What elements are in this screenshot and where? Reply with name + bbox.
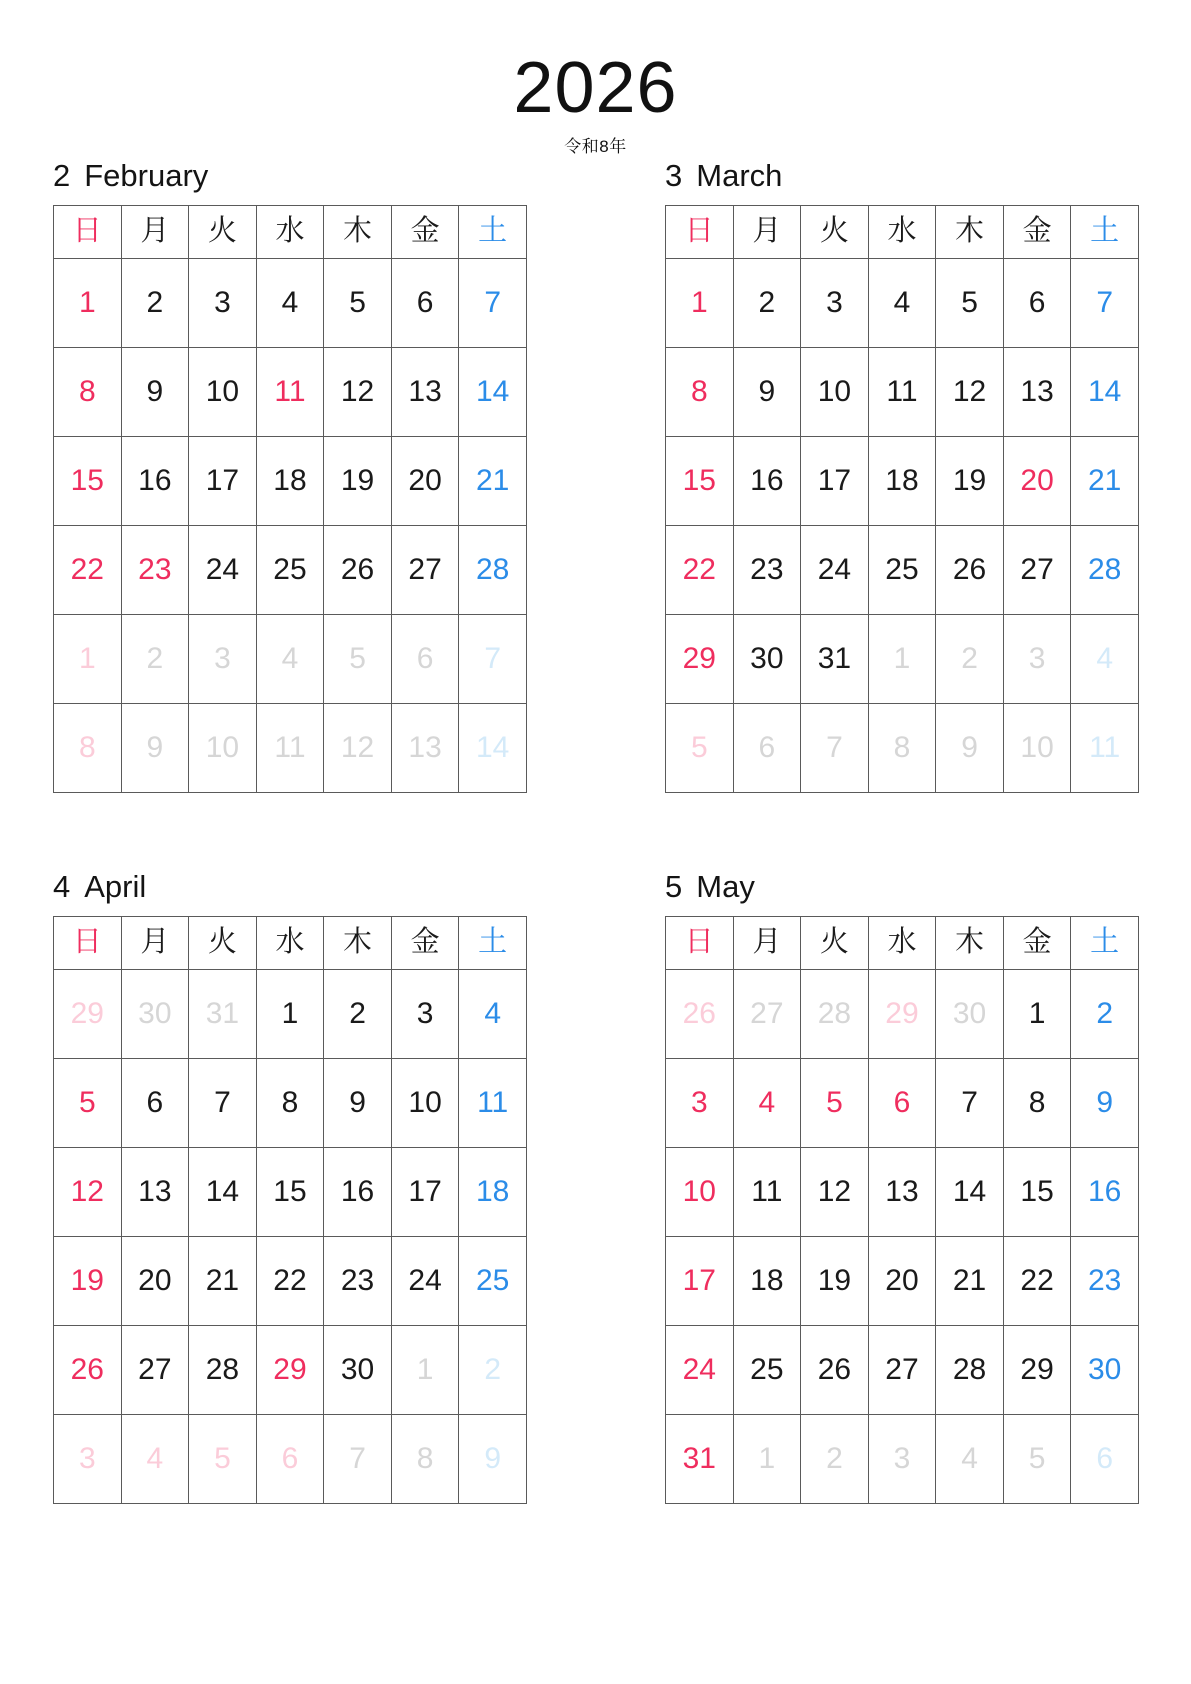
week-row — [666, 615, 1139, 704]
day-cell[interactable]: 2 — [324, 970, 392, 1059]
day-cell-adjacent-month[interactable]: 1 — [733, 1415, 801, 1504]
day-cell[interactable]: 9 — [121, 348, 189, 437]
week-row — [54, 1148, 527, 1237]
day-cell[interactable]: 8 — [666, 348, 734, 437]
day-cell[interactable]: 7 — [1071, 259, 1139, 348]
day-cell[interactable]: 14 — [1071, 348, 1139, 437]
day-cell[interactable]: 3 — [801, 259, 869, 348]
day-cell[interactable]: 1 — [1003, 970, 1071, 1059]
day-cell[interactable]: 18 — [459, 1148, 527, 1237]
day-cell-adjacent-month[interactable]: 5 — [666, 704, 734, 793]
day-cell[interactable]: 24 — [391, 1237, 459, 1326]
weekday-header-cell: 日 — [54, 917, 122, 970]
day-cell[interactable]: 1 — [54, 259, 122, 348]
day-cell[interactable]: 20 — [121, 1237, 189, 1326]
day-cell-adjacent-month[interactable]: 27 — [733, 970, 801, 1059]
weekday-header-cell: 火 — [801, 917, 869, 970]
day-cell[interactable]: 15 — [54, 437, 122, 526]
day-cell[interactable]: 25 — [256, 526, 324, 615]
day-cell[interactable]: 20 — [391, 437, 459, 526]
month-block-february — [53, 160, 526, 793]
day-cell-adjacent-month[interactable]: 5 — [189, 1415, 257, 1504]
day-cell-adjacent-month[interactable]: 10 — [1003, 704, 1071, 793]
month-number: 3 — [665, 158, 683, 193]
day-cell[interactable]: 21 — [189, 1237, 257, 1326]
day-cell[interactable]: 15 — [666, 437, 734, 526]
weekday-header-cell: 月 — [121, 206, 189, 259]
weekday-header-cell: 木 — [324, 917, 392, 970]
day-cell[interactable]: 28 — [189, 1326, 257, 1415]
weekday-header-cell: 日 — [666, 917, 734, 970]
day-cell-adjacent-month[interactable]: 14 — [459, 704, 527, 793]
day-cell-adjacent-month[interactable]: 11 — [1071, 704, 1139, 793]
weekday-header-cell: 火 — [189, 917, 257, 970]
day-cell[interactable]: 17 — [189, 437, 257, 526]
day-cell-adjacent-month[interactable]: 3 — [189, 615, 257, 704]
weekday-header-cell: 水 — [868, 917, 936, 970]
day-cell-adjacent-month[interactable]: 3 — [54, 1415, 122, 1504]
month-name: May — [696, 869, 755, 904]
week-row — [666, 1059, 1139, 1148]
month-header — [665, 160, 1138, 205]
day-cell[interactable]: 1 — [256, 970, 324, 1059]
weekday-header-cell: 火 — [189, 206, 257, 259]
day-cell[interactable]: 29 — [256, 1326, 324, 1415]
month-number: 2 — [53, 158, 71, 193]
day-cell[interactable]: 7 — [936, 1059, 1004, 1148]
day-cell-adjacent-month[interactable]: 9 — [936, 704, 1004, 793]
weekday-header-cell: 木 — [936, 917, 1004, 970]
week-row — [54, 348, 527, 437]
day-cell[interactable]: 20 — [1003, 437, 1071, 526]
week-row — [54, 259, 527, 348]
day-cell[interactable]: 17 — [801, 437, 869, 526]
day-cell[interactable]: 14 — [189, 1148, 257, 1237]
day-cell[interactable]: 25 — [733, 1326, 801, 1415]
week-row — [666, 437, 1139, 526]
week-row — [54, 970, 527, 1059]
day-cell[interactable]: 26 — [936, 526, 1004, 615]
day-cell[interactable]: 2 — [1071, 970, 1139, 1059]
day-cell[interactable]: 24 — [189, 526, 257, 615]
day-cell[interactable]: 1 — [666, 259, 734, 348]
day-cell-adjacent-month[interactable]: 2 — [801, 1415, 869, 1504]
day-cell[interactable]: 26 — [54, 1326, 122, 1415]
weekday-header-cell: 月 — [121, 917, 189, 970]
day-cell[interactable]: 27 — [391, 526, 459, 615]
weekday-header-row — [54, 206, 527, 259]
day-cell-adjacent-month[interactable]: 30 — [936, 970, 1004, 1059]
weekday-header-cell: 土 — [1071, 917, 1139, 970]
day-cell-adjacent-month[interactable]: 5 — [324, 615, 392, 704]
day-cell[interactable]: 7 — [459, 259, 527, 348]
day-cell[interactable]: 18 — [256, 437, 324, 526]
day-cell[interactable]: 9 — [324, 1059, 392, 1148]
day-cell[interactable]: 17 — [666, 1237, 734, 1326]
weekday-header-cell: 木 — [324, 206, 392, 259]
day-cell[interactable]: 11 — [868, 348, 936, 437]
month-number: 4 — [53, 869, 71, 904]
day-cell-adjacent-month[interactable]: 6 — [733, 704, 801, 793]
day-cell[interactable]: 28 — [459, 526, 527, 615]
day-cell[interactable]: 30 — [1071, 1326, 1139, 1415]
day-cell[interactable]: 10 — [666, 1148, 734, 1237]
day-cell[interactable]: 14 — [459, 348, 527, 437]
day-cell[interactable]: 30 — [733, 615, 801, 704]
weekday-header-cell: 火 — [801, 206, 869, 259]
month-table — [53, 916, 527, 1504]
day-cell[interactable]: 3 — [189, 259, 257, 348]
day-cell[interactable]: 15 — [1003, 1148, 1071, 1237]
day-cell[interactable]: 23 — [1071, 1237, 1139, 1326]
day-cell[interactable]: 22 — [666, 526, 734, 615]
day-cell-adjacent-month[interactable]: 9 — [121, 704, 189, 793]
week-row — [666, 704, 1139, 793]
day-cell[interactable]: 5 — [801, 1059, 869, 1148]
day-cell[interactable]: 24 — [666, 1326, 734, 1415]
day-cell[interactable]: 10 — [801, 348, 869, 437]
day-cell[interactable]: 22 — [54, 526, 122, 615]
day-cell-adjacent-month[interactable]: 8 — [54, 704, 122, 793]
day-cell[interactable]: 11 — [256, 348, 324, 437]
day-cell[interactable]: 13 — [1003, 348, 1071, 437]
day-cell[interactable]: 12 — [54, 1148, 122, 1237]
day-cell[interactable]: 16 — [324, 1148, 392, 1237]
day-cell[interactable]: 13 — [868, 1148, 936, 1237]
day-cell[interactable]: 19 — [936, 437, 1004, 526]
week-row — [666, 1148, 1139, 1237]
weekday-header-cell: 金 — [391, 917, 459, 970]
day-cell[interactable]: 26 — [801, 1326, 869, 1415]
month-block-may — [665, 871, 1138, 1504]
weekday-header-cell: 月 — [733, 206, 801, 259]
week-row — [666, 1237, 1139, 1326]
day-cell-adjacent-month[interactable]: 6 — [256, 1415, 324, 1504]
day-cell[interactable]: 4 — [868, 259, 936, 348]
day-cell-adjacent-month[interactable]: 8 — [391, 1415, 459, 1504]
day-cell-adjacent-month[interactable]: 30 — [121, 970, 189, 1059]
day-cell-adjacent-month[interactable]: 11 — [256, 704, 324, 793]
day-cell-adjacent-month[interactable]: 3 — [1003, 615, 1071, 704]
day-cell[interactable]: 19 — [54, 1237, 122, 1326]
month-table — [53, 205, 527, 793]
weekday-header-cell: 金 — [1003, 206, 1071, 259]
month-table — [665, 205, 1139, 793]
weekday-header-row — [666, 206, 1139, 259]
week-row — [54, 1237, 527, 1326]
day-cell[interactable]: 17 — [391, 1148, 459, 1237]
day-cell[interactable]: 31 — [801, 615, 869, 704]
day-cell[interactable]: 29 — [666, 615, 734, 704]
weekday-header-cell: 土 — [459, 917, 527, 970]
day-cell[interactable]: 6 — [121, 1059, 189, 1148]
week-row — [54, 615, 527, 704]
day-cell[interactable]: 25 — [459, 1237, 527, 1326]
month-name: February — [84, 158, 209, 193]
weekday-header-cell: 水 — [256, 206, 324, 259]
day-cell[interactable]: 15 — [256, 1148, 324, 1237]
day-cell[interactable]: 13 — [121, 1148, 189, 1237]
week-row — [54, 1059, 527, 1148]
day-cell[interactable]: 6 — [868, 1059, 936, 1148]
day-cell-adjacent-month[interactable]: 6 — [391, 615, 459, 704]
day-cell[interactable]: 3 — [666, 1059, 734, 1148]
day-cell[interactable]: 23 — [324, 1237, 392, 1326]
day-cell-adjacent-month[interactable]: 1 — [54, 615, 122, 704]
day-cell[interactable]: 6 — [391, 259, 459, 348]
day-cell[interactable]: 16 — [1071, 1148, 1139, 1237]
day-cell[interactable]: 23 — [121, 526, 189, 615]
day-cell-adjacent-month[interactable]: 4 — [121, 1415, 189, 1504]
weekday-header-cell: 日 — [666, 206, 734, 259]
day-cell[interactable]: 10 — [391, 1059, 459, 1148]
day-cell[interactable]: 5 — [936, 259, 1004, 348]
day-cell[interactable]: 13 — [391, 348, 459, 437]
month-number: 5 — [665, 869, 683, 904]
day-cell[interactable]: 28 — [936, 1326, 1004, 1415]
weekday-header-row — [54, 917, 527, 970]
day-cell-adjacent-month[interactable]: 6 — [1071, 1415, 1139, 1504]
day-cell-adjacent-month[interactable]: 4 — [1071, 615, 1139, 704]
day-cell[interactable]: 4 — [459, 970, 527, 1059]
day-cell[interactable]: 5 — [324, 259, 392, 348]
calendar-title-block — [0, 48, 1191, 157]
day-cell-adjacent-month[interactable]: 10 — [189, 704, 257, 793]
day-cell[interactable]: 9 — [733, 348, 801, 437]
day-cell[interactable]: 19 — [324, 437, 392, 526]
day-cell[interactable]: 21 — [459, 437, 527, 526]
month-header — [665, 871, 1138, 916]
day-cell-adjacent-month[interactable]: 5 — [1003, 1415, 1071, 1504]
week-row — [54, 1415, 527, 1504]
weekday-header-cell: 金 — [391, 206, 459, 259]
week-row — [54, 526, 527, 615]
day-cell[interactable]: 5 — [54, 1059, 122, 1148]
month-name: April — [84, 869, 147, 904]
day-cell-adjacent-month[interactable]: 4 — [256, 615, 324, 704]
day-cell[interactable]: 11 — [733, 1148, 801, 1237]
day-cell[interactable]: 2 — [733, 259, 801, 348]
day-cell[interactable]: 16 — [121, 437, 189, 526]
day-cell[interactable]: 25 — [868, 526, 936, 615]
day-cell[interactable]: 3 — [391, 970, 459, 1059]
day-cell[interactable]: 19 — [801, 1237, 869, 1326]
day-cell[interactable]: 20 — [868, 1237, 936, 1326]
day-cell[interactable]: 29 — [1003, 1326, 1071, 1415]
day-cell[interactable]: 26 — [324, 526, 392, 615]
weekday-header-cell: 水 — [868, 206, 936, 259]
day-cell[interactable]: 27 — [868, 1326, 936, 1415]
weekday-header-cell: 金 — [1003, 917, 1071, 970]
months-grid — [53, 160, 1138, 1504]
day-cell-adjacent-month[interactable]: 1 — [391, 1326, 459, 1415]
week-row — [666, 970, 1139, 1059]
week-row — [666, 1326, 1139, 1415]
day-cell[interactable]: 31 — [666, 1415, 734, 1504]
day-cell[interactable]: 18 — [868, 437, 936, 526]
day-cell-adjacent-month[interactable]: 7 — [324, 1415, 392, 1504]
day-cell-adjacent-month[interactable]: 1 — [868, 615, 936, 704]
day-cell-adjacent-month[interactable]: 4 — [936, 1415, 1004, 1504]
weekday-header-cell: 水 — [256, 917, 324, 970]
day-cell[interactable]: 12 — [936, 348, 1004, 437]
day-cell-adjacent-month[interactable]: 7 — [801, 704, 869, 793]
week-row — [54, 1326, 527, 1415]
day-cell[interactable]: 22 — [256, 1237, 324, 1326]
day-cell[interactable]: 18 — [733, 1237, 801, 1326]
weekday-header-cell: 土 — [1071, 206, 1139, 259]
day-cell[interactable]: 9 — [1071, 1059, 1139, 1148]
day-cell[interactable]: 8 — [1003, 1059, 1071, 1148]
day-cell[interactable]: 8 — [256, 1059, 324, 1148]
week-row — [666, 1415, 1139, 1504]
week-row — [54, 704, 527, 793]
weekday-header-cell: 日 — [54, 206, 122, 259]
day-cell-adjacent-month[interactable]: 13 — [391, 704, 459, 793]
day-cell-adjacent-month[interactable]: 26 — [666, 970, 734, 1059]
day-cell[interactable]: 21 — [936, 1237, 1004, 1326]
day-cell-adjacent-month[interactable]: 2 — [121, 615, 189, 704]
day-cell-adjacent-month[interactable]: 28 — [801, 970, 869, 1059]
day-cell-adjacent-month[interactable]: 31 — [189, 970, 257, 1059]
week-row — [666, 526, 1139, 615]
day-cell[interactable]: 11 — [459, 1059, 527, 1148]
month-name: March — [696, 158, 783, 193]
day-cell-adjacent-month[interactable]: 8 — [868, 704, 936, 793]
week-row — [666, 259, 1139, 348]
day-cell[interactable]: 28 — [1071, 526, 1139, 615]
day-cell[interactable]: 12 — [801, 1148, 869, 1237]
day-cell[interactable]: 4 — [733, 1059, 801, 1148]
day-cell[interactable]: 6 — [1003, 259, 1071, 348]
day-cell-adjacent-month[interactable]: 2 — [459, 1326, 527, 1415]
weekday-header-cell: 土 — [459, 206, 527, 259]
era-subtitle: 令和8年 — [564, 137, 627, 156]
week-row — [54, 437, 527, 526]
day-cell[interactable]: 27 — [1003, 526, 1071, 615]
weekday-header-cell: 月 — [733, 917, 801, 970]
day-cell[interactable]: 16 — [733, 437, 801, 526]
day-cell[interactable]: 2 — [121, 259, 189, 348]
month-table — [665, 916, 1139, 1504]
weekday-header-cell: 木 — [936, 206, 1004, 259]
month-block-april — [53, 871, 526, 1504]
weekday-header-row — [666, 917, 1139, 970]
month-block-march — [665, 160, 1138, 793]
day-cell[interactable]: 8 — [54, 348, 122, 437]
day-cell-adjacent-month[interactable]: 29 — [54, 970, 122, 1059]
day-cell[interactable]: 27 — [121, 1326, 189, 1415]
day-cell[interactable]: 7 — [189, 1059, 257, 1148]
day-cell[interactable]: 24 — [801, 526, 869, 615]
day-cell[interactable]: 12 — [324, 348, 392, 437]
day-cell[interactable]: 30 — [324, 1326, 392, 1415]
day-cell[interactable]: 22 — [1003, 1237, 1071, 1326]
day-cell[interactable]: 14 — [936, 1148, 1004, 1237]
year-title: 2026 — [513, 48, 678, 128]
day-cell-adjacent-month[interactable]: 12 — [324, 704, 392, 793]
month-header — [53, 160, 526, 205]
day-cell[interactable]: 21 — [1071, 437, 1139, 526]
day-cell-adjacent-month[interactable]: 2 — [936, 615, 1004, 704]
day-cell-adjacent-month[interactable]: 3 — [868, 1415, 936, 1504]
day-cell-adjacent-month[interactable]: 9 — [459, 1415, 527, 1504]
day-cell-adjacent-month[interactable]: 7 — [459, 615, 527, 704]
day-cell-adjacent-month[interactable]: 29 — [868, 970, 936, 1059]
week-row — [666, 348, 1139, 437]
day-cell[interactable]: 4 — [256, 259, 324, 348]
day-cell[interactable]: 10 — [189, 348, 257, 437]
day-cell[interactable]: 23 — [733, 526, 801, 615]
month-header — [53, 871, 526, 916]
